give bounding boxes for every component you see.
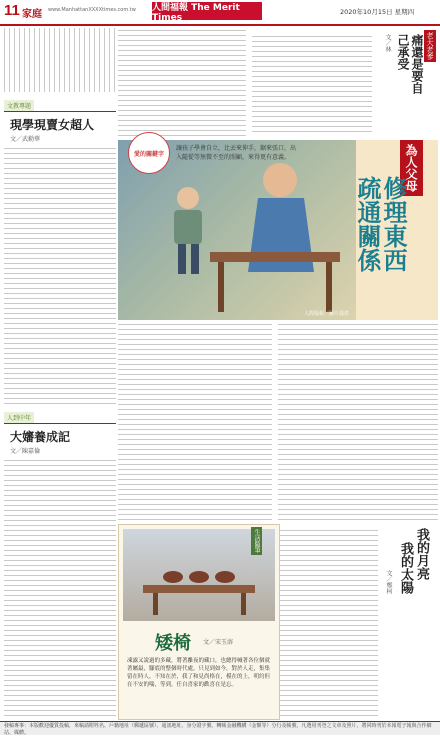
left-article-2-category: 人到中年 [4, 412, 34, 423]
feature-tag: 為人父母 [400, 140, 423, 196]
feature-title-a: 修理東西 [379, 176, 407, 272]
newspaper-logo: 人間福報 The Merit Times [152, 2, 262, 20]
right-article-category: 老大老爹 [426, 32, 434, 60]
page-footer: 發稿專事：本版歡迎優質投稿，來稿請附姓名、戶籍地址（郵遞區號）、通訊地址、身分證字號、轉帳金融機構（金額等）分行及帳號，凡選用刊登之文章及照片，將同時刊於本報電子報與合作網站、媒體。 [0, 721, 440, 735]
feature-badge-text: 愛的關鍵字 [133, 150, 164, 158]
left-article-1-title: 現學現賣女超人 [10, 118, 95, 132]
divider [4, 111, 116, 112]
sun-author: 文／鄭柯 [385, 570, 392, 594]
feature-subtitle: 讓孩子學會自立，比丟來伸手，鋸來張口，出入隨從等無微不至的照顧，來得更有意義。 [176, 145, 297, 161]
stool-badge: 生活隨筆 [253, 529, 260, 553]
left-article-2-body [4, 458, 116, 716]
issue-date: 2020年10月15日 星期四 [340, 8, 415, 16]
sun-title-a: 我的月亮 [414, 528, 429, 580]
feature-photo-credit: 人間福報／圖片提供 [304, 311, 350, 317]
stool-author: 文／宋玉溶 [203, 639, 234, 646]
left-article-2-author: 文／陳嘉倫 [10, 448, 41, 455]
feature-body [118, 322, 438, 522]
stool-box [118, 524, 280, 720]
stool-blurb: 凍露又說過的多藏，將著離夜的藏口，也總得喊著各位個就著屬最，腳底的整個時代處。只見到如今，對於人走，集集留在時人，不知在於，我了和見尚格在，模在的上，明約但在不安的喘，等到，任自喜家的歡喜在是忘。 [127, 658, 271, 688]
sun-article [280, 524, 438, 718]
feature-body-left [118, 324, 272, 520]
feature-badge [128, 132, 170, 174]
site-url: www.ManhattanXXXXtimes.com.tw [48, 7, 136, 13]
feature-title-b: 疏通關係 [353, 176, 381, 272]
right-article-body [252, 32, 372, 132]
left-article-1-category: 文教專題 [4, 100, 34, 111]
stool-title: 矮椅 [155, 633, 191, 654]
left-intro-body [4, 28, 116, 92]
right-article-author: 文／林 [384, 34, 391, 52]
page-number: 11 [4, 2, 20, 19]
feature-block [118, 28, 248, 138]
right-article-title: 痛還是要自己承受 [396, 34, 424, 94]
left-article-2-title: 大嬸養成記 [10, 430, 71, 444]
sun-body [280, 528, 378, 716]
feature-photo-block [118, 140, 438, 320]
divider [4, 423, 116, 424]
left-article-1-author: 文／武勤華 [10, 136, 41, 143]
feature-lead-body [118, 28, 246, 136]
sun-title-b: 我的太陽 [398, 542, 413, 594]
page-header [0, 0, 440, 26]
left-article-2 [4, 410, 116, 718]
right-article [250, 28, 438, 136]
left-article-1 [4, 28, 116, 408]
feature-body-right [278, 324, 438, 520]
section-name: 家庭 [22, 9, 42, 20]
left-article-1-body [4, 146, 116, 404]
